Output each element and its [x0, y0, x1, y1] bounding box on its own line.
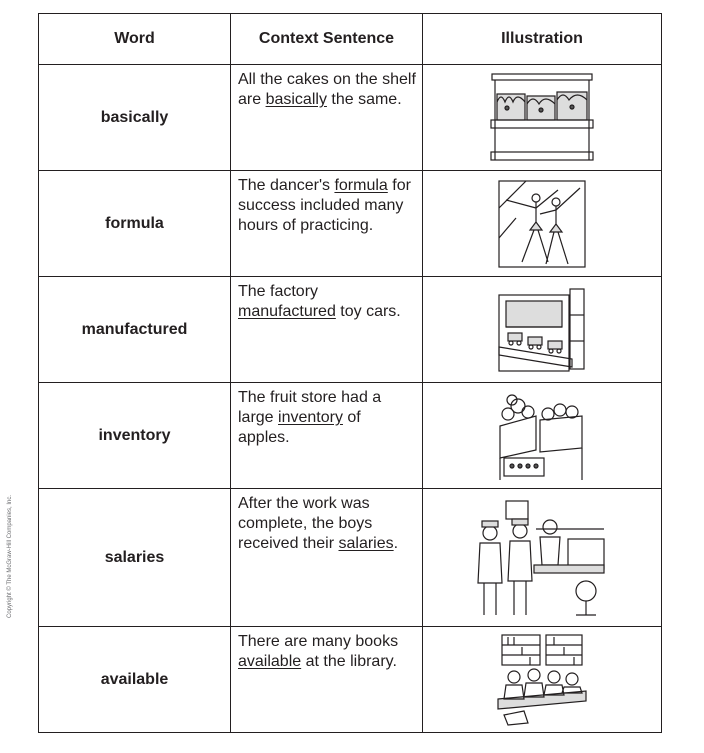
header-context-sentence: Context Sentence: [231, 14, 423, 65]
illustration-cell: [423, 171, 662, 277]
target-word: manufactured: [238, 303, 336, 320]
library-illustration: [494, 633, 590, 727]
word-cell: inventory: [39, 383, 231, 489]
sentence-text: .: [393, 535, 399, 552]
sentence-text: There are many books: [238, 633, 399, 650]
sentence-cell: [231, 65, 423, 171]
sentence-cell: [231, 171, 423, 277]
sentence-text: for success included many hours of practicing.: [238, 177, 411, 234]
header-row: [39, 14, 662, 65]
word-cell: manufactured: [39, 277, 231, 383]
illustration-cell: [423, 277, 662, 383]
sentence-text: at the library.: [301, 653, 397, 670]
table-row: [39, 489, 662, 627]
sentence-text: The dancer's: [238, 177, 335, 194]
word-cell: salaries: [39, 489, 231, 627]
target-word: formula: [334, 177, 388, 194]
sentence-text: the same.: [326, 91, 402, 108]
sentence-text: toy cars.: [335, 303, 401, 320]
sentence-text: The fruit store had a large: [238, 389, 382, 426]
header-word: Word: [39, 14, 231, 65]
table-row: [39, 65, 662, 171]
workers-illustration: [476, 499, 608, 617]
cake-shelf-illustration: [487, 72, 597, 164]
sentence-text: The factory: [238, 283, 319, 300]
sentence-cell: [231, 277, 423, 383]
copyright-note: Copyright © The McGraw-Hill Companies, Inc.: [7, 494, 13, 618]
word-cell: formula: [39, 171, 231, 277]
table-row: [39, 171, 662, 277]
vocabulary-table: [38, 13, 662, 733]
target-word: available: [238, 653, 302, 670]
factory-illustration: [496, 285, 588, 375]
dancers-illustration: [496, 178, 588, 270]
illustration-cell: [423, 627, 662, 733]
target-word: inventory: [278, 409, 343, 426]
table-row: [39, 383, 662, 489]
target-word: basically: [265, 91, 327, 108]
illustration-cell: [423, 489, 662, 627]
word-cell: basically: [39, 65, 231, 171]
fruit-store-illustration: [496, 390, 588, 482]
word-cell: available: [39, 627, 231, 733]
sentence-text: of apples.: [238, 409, 361, 446]
sentence-cell: [231, 489, 423, 627]
sentence-text: All the cakes on the shelf are: [238, 71, 416, 108]
illustration-cell: [423, 383, 662, 489]
illustration-cell: [423, 65, 662, 171]
sentence-text: After the work was complete, the boys received their: [238, 495, 373, 552]
sentence-cell: [231, 383, 423, 489]
table-row: [39, 277, 662, 383]
sentence-cell: [231, 627, 423, 733]
target-word: salaries: [338, 535, 394, 552]
header-illustration: Illustration: [423, 14, 662, 65]
table-row: [39, 627, 662, 733]
